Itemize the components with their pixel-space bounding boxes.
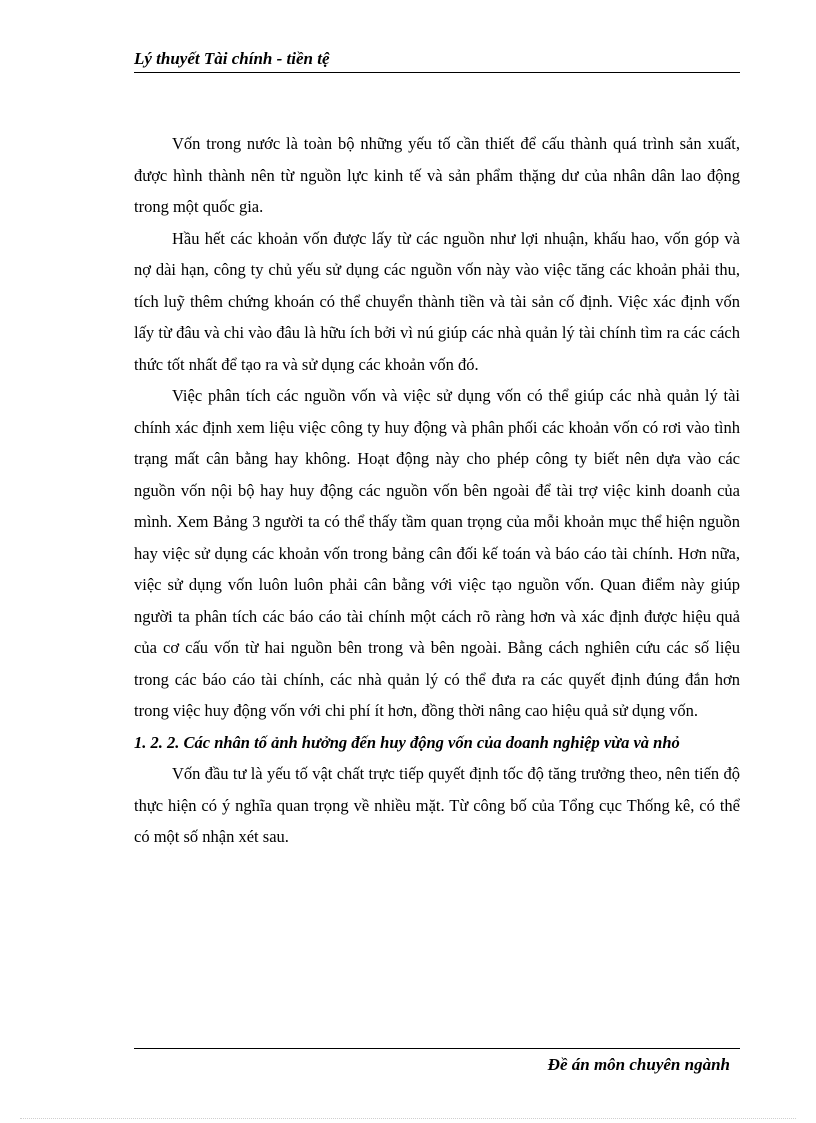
page-header bbox=[134, 48, 740, 70]
section-heading: 1. 2. 2. Các nhân tố ảnh hưởng đến huy động vốn của doanh nghiệp vừa và nhỏ bbox=[134, 732, 680, 752]
page-edge-dots bbox=[20, 1118, 796, 1119]
document-body bbox=[134, 128, 740, 853]
paragraph-1: Vốn trong nước là toàn bộ những yếu tố cần thiết để cấu thành quá trình sản xuất, được hình thành nên từ nguồn lực kinh tế và sản phẩm thặng dư của nhân dân lao động trong một quốc gia. bbox=[134, 134, 740, 216]
header-rule bbox=[134, 72, 740, 73]
footer-title: Đề án môn chuyên ngành bbox=[547, 1055, 730, 1074]
footer-rule bbox=[134, 1048, 740, 1049]
paragraph-4: Vốn đầu tư là yếu tố vật chất trực tiếp quyết định tốc độ tăng trưởng theo, nên tiến độ thực hiện có ý nghĩa quan trọng về nhiều mặt. Từ công bố của Tổng cục Thống kê, có thể có một số nhận xét sau. bbox=[134, 764, 740, 846]
paragraph-2: Hầu hết các khoản vốn được lấy từ các nguồn như lợi nhuận, khấu hao, vốn góp và nợ dài hạn, công ty chủ yếu sử dụng các nguồn vốn này vào việc tăng các khoản phải thu, tích luỹ thêm chứng khoán có thể chuyển thành tiền và tài sản cố định. Việc xác định vốn lấy từ đâu và chi vào đâu là hữu ích bởi vì nú giúp các nhà quản lý tài chính tìm ra các cách thức tốt nhất để tạo ra và sử dụng các khoản vốn đó. bbox=[134, 228, 740, 374]
paragraph-3: Việc phân tích các nguồn vốn và việc sử dụng vốn có thể giúp các nhà quản lý tài chính xác định xem liệu việc công ty huy động và phân phối các khoản vốn có rơi vào tình trạng mất cân bằng hay không. Hoạt động này cho phép công ty biết nên dựa vào các nguồn vốn nội bộ hay huy động các nguồn vốn bên ngoài để tài trợ việc kinh doanh của mình. Xem Bảng 3 người ta có thể thấy tầm quan trọng của mỗi khoản mục thể hiện nguồn hay việc sử dụng các khoản vốn trong bảng cân đối kế toán và báo cáo tài chính. Hơn nữa, việc sử dụng vốn luôn luôn phải cân bằng với việc tạo nguồn vốn. Quan điểm này giúp người ta phân tích các báo cáo tài chính một cách rõ ràng hơn và xác định được hiệu quả của cơ cấu vốn từ hai nguồn bên trong và bên ngoài. Bằng cách nghiên cứu các số liệu trong các báo cáo tài chính, các nhà quản lý có thể đưa ra các quyết định đúng đắn hơn trong việc huy động vốn với chi phí ít hơn, đồng thời nâng cao hiệu quả sử dụng vốn. bbox=[134, 386, 740, 720]
header-title: Lý thuyết Tài chính - tiền tệ bbox=[134, 49, 330, 68]
